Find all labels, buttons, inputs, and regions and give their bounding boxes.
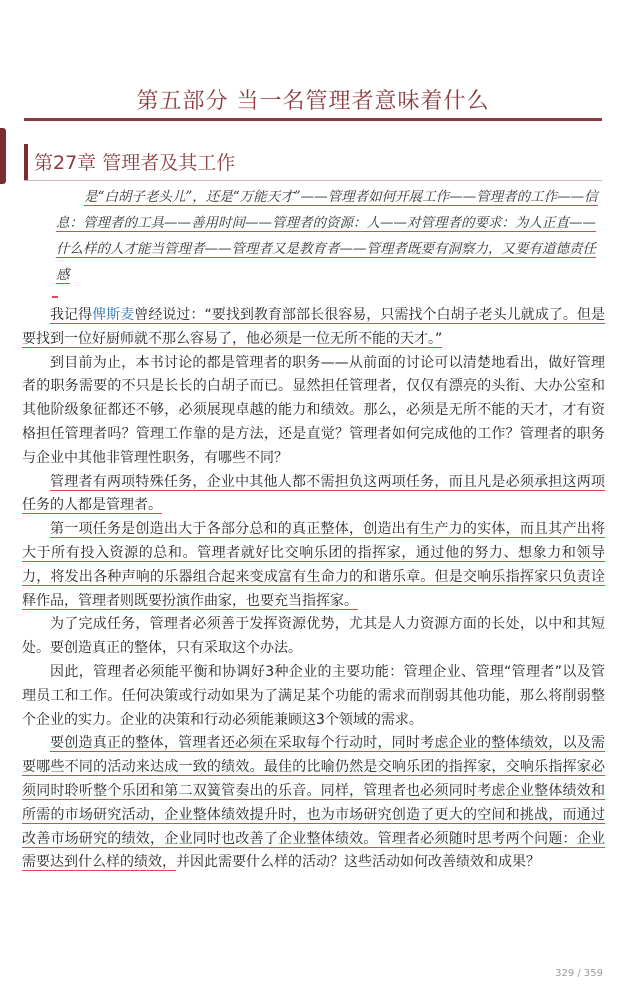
body-text: [22, 304, 605, 875]
chapter-accent-bar: [24, 144, 28, 180]
part-title-rule: [24, 118, 602, 121]
part-title: 第五部分 当一名管理者意味着什么: [136, 89, 490, 114]
chapter-title: 第27章 管理者及其工作: [34, 152, 236, 174]
annotation-mark: [52, 296, 58, 298]
chapter-title-rule: [24, 180, 602, 181]
summary-text: 是“白胡子老头儿”，还是“万能天才”——管理者如何开展工作——管理者的工作——信息：管理者的工具——善用时间——管理者的资源：人——对管理者的要求：为人正直——什么样的人才能当管理者——管理者又是教育者——管理者既要有洞察力，又要有道德责任感: [56, 189, 598, 283]
paragraph-6: 因此，管理者必须能平衡和协调好3种企业的主要功能：管理企业、管理“管理者”以及管理员工和工作。任何决策或行动如果为了满足某个功能的需求而削弱其他功能，那么将削弱整个企业的实力。企业的决策和行动必须能兼顾这3个领域的需求。: [22, 663, 605, 728]
page-number: 329 / 359: [555, 968, 603, 979]
paragraph-2: 到目前为止，本书讨论的都是管理者的职务——从前面的讨论可以清楚地看出，做好管理者的职务需要的不只是长长的白胡子而已。显然担任管理者，仅仅有漂亮的头衔、大办公室和其他阶级象征都还不够，必须展现卓越的能力和绩效。那么，必须是无所不能的天才，才有资格担任管理者吗？管理工作靠的是方法，还是直觉？管理者如何完成他的工作？管理者的职务与企业中其他非管理性职务，有哪些不同？: [22, 354, 605, 466]
paragraph-5: 为了完成任务，管理者必须善于发挥资源优势，尤其是人力资源方面的长处，以中和其短处。要创造真正的整体，只有采取这个办法。: [22, 616, 605, 657]
chapter-summary: [56, 184, 604, 288]
paragraph-1: 我记得俾斯麦曾经说过：“要找到教育部部长很容易，只需找个白胡子老头儿就成了。但是要找到一位好厨师就不那么容易了，他必须是一位无所不能的天才。”: [22, 307, 605, 347]
bismarck-link[interactable]: 俾斯麦: [92, 307, 135, 323]
paragraph-4: 第一项任务是创造出大于各部分总和的真正整体，创造出有生产力的实体，而且其产出将大于所有投入资源的总和。管理者就好比交响乐团的指挥家，通过他的努力、想象力和领导力，将发出各种声响的乐器组合起来变成富有生命力的和谐乐章。但是交响乐指挥家只负责诠释作品，管理者则既要扮演作曲家，也要充当指挥家。: [22, 521, 605, 609]
paragraph-3: 管理者有两项特殊任务，企业中其他人都不需担负这两项任务，而且凡是必须承担这两项任务的人都是管理者。: [22, 473, 605, 514]
paragraph-7: 要创造真正的整体，管理者还必须在采取每个行动时，同时考虑企业的整体绩效，以及需要哪些不同的活动来达成一致的绩效。最佳的比喻仍然是交响乐团的指挥家，交响乐指挥家必须同时聆听整个乐团和第二双簧管奏出的乐音。同样，管理者也必须同时考虑企业整体绩效和所需的市场研究活动，企业整体绩效提升时，也为市场研究创造了更大的空间和挑战，而通过改善市场研究的绩效，企业同时也改善了企业整体绩效。管理者必须随时思考两个问题：企业需要达到什么样的绩效，并因此需要什么样的活动？这些活动如何改善绩效和成果？: [22, 735, 605, 871]
reader-side-tab[interactable]: [0, 128, 6, 184]
